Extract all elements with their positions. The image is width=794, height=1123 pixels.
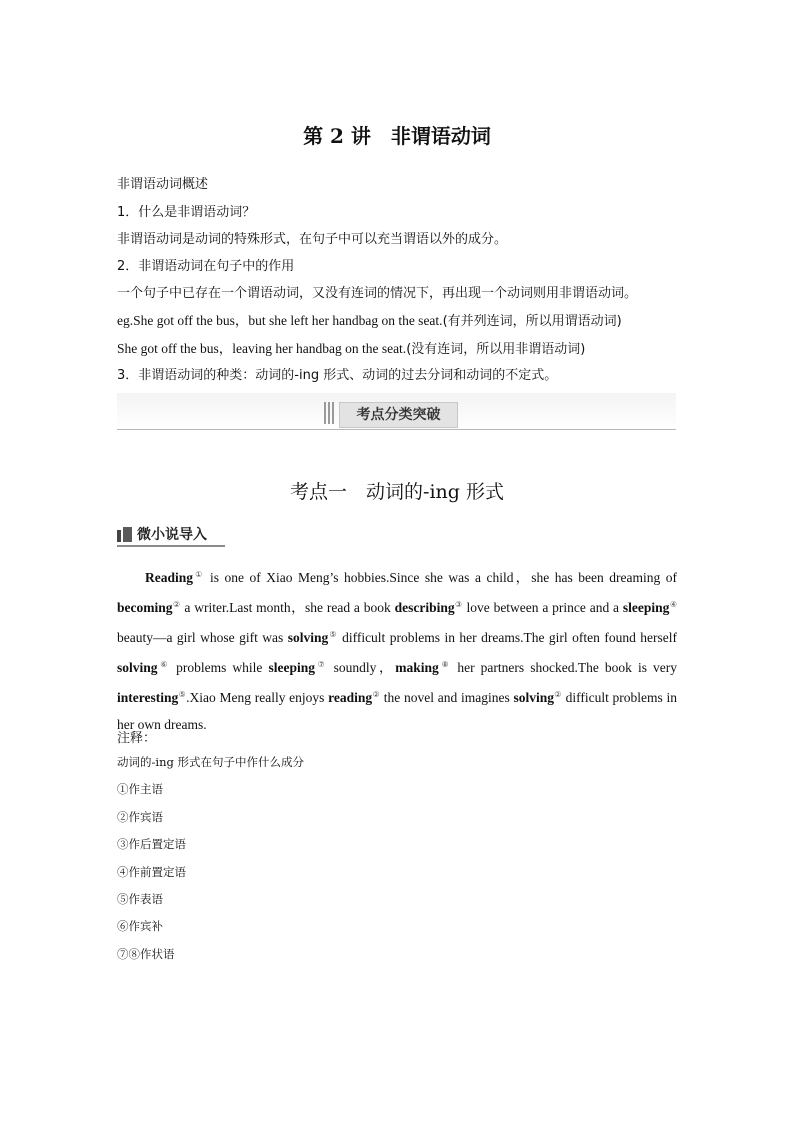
tab-marker-icon bbox=[117, 530, 121, 542]
note-item: ⑥作宾补 bbox=[117, 919, 163, 934]
example-1 bbox=[117, 309, 622, 329]
story-text: is one of Xiao Meng’s hobbies.Since she was a child，she has been dreaming of bbox=[204, 570, 677, 585]
note-item: 动词的-ing 形式在句子中作什么成分 bbox=[117, 755, 304, 769]
story-keyword: solving bbox=[117, 660, 158, 675]
notes-label: 注释： bbox=[117, 731, 157, 746]
story-text: .Xiao Meng really enjoys bbox=[186, 690, 329, 705]
footnote-marker: ⑧ bbox=[438, 660, 452, 669]
note-item: ①作主语 bbox=[117, 782, 163, 797]
story-text: love between a prince and a bbox=[462, 600, 623, 615]
story-keyword: making bbox=[395, 660, 439, 675]
footnote-marker: ④ bbox=[669, 600, 678, 609]
banner-label: 考点分类突破 bbox=[339, 402, 458, 428]
question-1: 1．什么是非谓语动词？ bbox=[117, 205, 256, 220]
example-1-note: (有并列连词，所以用谓语动词) bbox=[442, 314, 622, 329]
footnote-marker: ⑤ bbox=[328, 630, 338, 639]
footnote-marker: ① bbox=[193, 570, 205, 579]
story-text: soundly， bbox=[327, 660, 396, 675]
story-keyword: reading bbox=[328, 690, 373, 705]
answer-1: 非谓语动词是动词的特殊形式，在句子中可以充当谓语以外的成分。 bbox=[117, 232, 508, 247]
banner-bars-icon bbox=[324, 402, 338, 424]
example-1-english: eg.She got off the bus，but she left her handbag on the seat. bbox=[117, 313, 443, 328]
story-text: her partners shocked.The book is very bbox=[451, 660, 677, 675]
category-banner bbox=[117, 393, 676, 431]
footnote-marker: ⑦ bbox=[315, 660, 328, 669]
story-keyword: sleeping bbox=[268, 660, 315, 675]
note-item: ④作前置定语 bbox=[117, 864, 186, 879]
note-item: ②作宾语 bbox=[117, 809, 163, 824]
section-title: 考点一 动词的-ing 形式 bbox=[290, 481, 504, 503]
story-keyword: interesting bbox=[117, 690, 179, 705]
story-keyword: becoming bbox=[117, 600, 173, 615]
answer-2: 一个句子中已存在一个谓语动词，又没有连词的情况下，再出现一个动词则用非谓语动词。 bbox=[117, 286, 638, 301]
story-paragraph bbox=[117, 561, 677, 738]
pen-icon bbox=[123, 527, 132, 542]
story-text: a writer.Last month，she read a book bbox=[180, 600, 395, 615]
example-2 bbox=[117, 337, 585, 357]
sub-banner bbox=[117, 522, 227, 548]
story-keyword: Reading bbox=[145, 570, 194, 585]
page-title: 第 2 讲 非谓语动词 bbox=[303, 124, 491, 148]
footnote-marker: ⑥ bbox=[157, 660, 171, 669]
example-2-note: (没有连词，所以用非谓语动词) bbox=[406, 342, 586, 357]
sub-banner-label: 微小说导入 bbox=[137, 527, 207, 543]
sub-banner-underline bbox=[117, 545, 225, 547]
story-text: the novel and imagines bbox=[380, 690, 514, 705]
footnote-marker: ② bbox=[172, 600, 181, 609]
story-keyword: solving bbox=[513, 690, 554, 705]
story-text: difficult problems in her dreams.The girl often found herself bbox=[337, 630, 678, 645]
story-keyword: sleeping bbox=[622, 600, 670, 615]
note-item: ⑦⑧作状语 bbox=[117, 946, 175, 961]
note-item: ③作后置定语 bbox=[117, 837, 186, 852]
story-text: beauty—a girl whose gift was bbox=[117, 630, 288, 645]
example-2-english: She got off the bus，leaving her handbag on the seat. bbox=[117, 341, 407, 356]
question-2: 2．非谓语动词在句子中的作用 bbox=[117, 259, 295, 274]
story-text: problems while bbox=[170, 660, 269, 675]
story-text: difficult problems in her own dreams. bbox=[117, 690, 678, 732]
intro-heading: 非谓语动词概述 bbox=[117, 177, 209, 192]
note-item: ⑤作表语 bbox=[117, 892, 163, 906]
question-3: 3．非谓语动词的种类：动词的-ing 形式、动词的过去分词和动词的不定式。 bbox=[117, 368, 558, 383]
footnote-marker: ③ bbox=[454, 600, 463, 609]
footnote-marker: ⑤ bbox=[178, 690, 187, 699]
footnote-marker: ② bbox=[372, 690, 381, 699]
story-keyword: describing bbox=[394, 600, 455, 615]
banner-rule bbox=[117, 429, 676, 430]
footnote-marker: ② bbox=[553, 690, 562, 699]
story-keyword: solving bbox=[287, 630, 329, 645]
